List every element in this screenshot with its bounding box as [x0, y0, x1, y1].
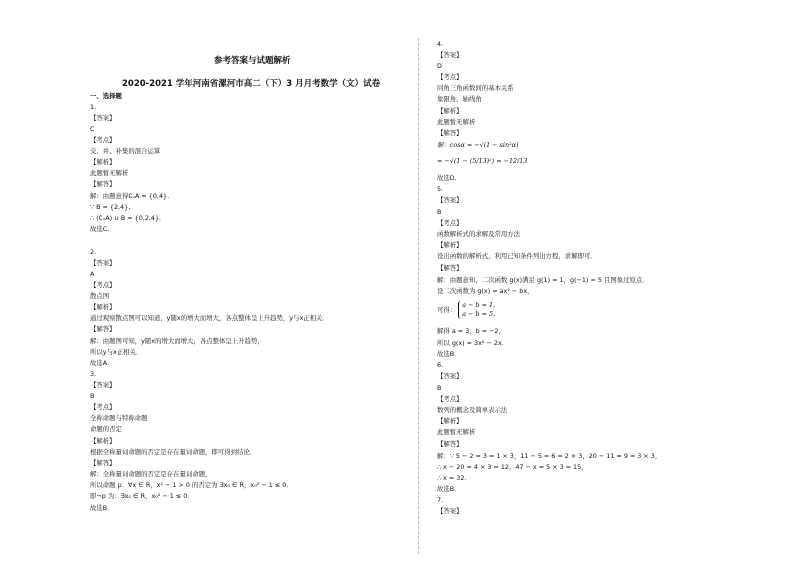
- q3-solution-line: 即¬p 为：∃x₀ ∈ R，x₀² − 1 ≤ 0．: [90, 492, 194, 500]
- q1-solution-line: ∵ B = {2,4},: [90, 203, 131, 211]
- q1-solution-heading: 【解答】: [90, 180, 116, 188]
- q5-solution-heading: 【解答】: [437, 264, 463, 272]
- q2-analysis-heading: 【解析】: [90, 303, 116, 311]
- q5-analysis-heading: 【解析】: [437, 241, 463, 249]
- q3-number: 3.: [90, 370, 97, 378]
- q2-solution-heading: 【解答】: [90, 325, 116, 333]
- q3-solution-line: 解：全称量词命题的否定是存在量词命题，: [90, 470, 212, 478]
- q4-solution-line: = −√(1 − (5/13)²) = −12/13: [437, 157, 528, 165]
- q5-analysis: 设出函数的解析式，利用已知条件列出方程，求解即可．: [437, 252, 597, 260]
- q6-kp-heading: 【考点】: [437, 395, 463, 403]
- q3-solution-line: 所以命题 p：∀x ∈ R，x² − 1 > 0 的否定为 ∃x₀ ∈ R，x₀² − 1 ≤ 0．: [90, 481, 293, 489]
- q4-solution-line: 故选D.: [437, 174, 457, 182]
- q4-kp: 同角三角函数间的基本关系: [437, 84, 514, 92]
- section-heading: 一、选择题: [90, 92, 122, 100]
- q1-solution-line: ∴ (∁ᵤA) ∪ B = {0,2,4}.: [90, 214, 162, 222]
- q7-number: 7.: [437, 496, 444, 504]
- q4-kp-heading: 【考点】: [437, 73, 463, 81]
- q6-number: 6.: [437, 361, 444, 369]
- q5-solution-line: 解：由题意知，二次函数 g(x)满足 g(1) = 1，g(−1) = 5 且图象过原点．: [437, 276, 649, 284]
- q4-answer-heading: 【答案】: [437, 51, 463, 59]
- q3-solution-line: 故选B．: [90, 504, 114, 512]
- q5-solution-line: 故选B．: [437, 350, 461, 358]
- column-divider: [418, 38, 419, 554]
- q1-analysis: 此题暂无解析: [90, 169, 129, 177]
- q5-answer: B: [437, 208, 442, 216]
- q5-kp-heading: 【考点】: [437, 219, 463, 227]
- q3-solution-heading: 【解答】: [90, 459, 116, 467]
- q6-answer-heading: 【答案】: [437, 372, 463, 380]
- q3-answer-heading: 【答案】: [90, 381, 116, 389]
- q1-kp: 交、并、补集的混合运算: [90, 147, 161, 155]
- q2-kp: 散点图: [90, 292, 110, 300]
- q1-answer: C: [90, 125, 95, 133]
- q6-kp: 数列的概念及简单表示法: [437, 406, 508, 414]
- q6-analysis: 此题暂无解析: [437, 428, 476, 436]
- q7-answer-heading: 【答案】: [437, 507, 463, 515]
- q6-solution-line: ∴ x − 20 = 4 × 3 = 12，47 − x = 5 × 3 = 15，: [437, 463, 588, 471]
- q3-kp-heading: 【考点】: [90, 403, 116, 411]
- q5-solution-line: 所以 g(x) = 3x² − 2x．: [437, 339, 509, 347]
- q3-answer: B: [90, 392, 95, 400]
- q6-analysis-heading: 【解析】: [437, 417, 463, 425]
- q1-number: 1.: [90, 103, 97, 111]
- q4-answer: D: [437, 62, 442, 70]
- q5-answer-heading: 【答案】: [437, 196, 463, 204]
- q3-kp: 命题的否定: [90, 425, 122, 433]
- q6-solution-line: ∴ x = 32.: [437, 474, 467, 482]
- q5-system-brace: [458, 301, 499, 319]
- q3-analysis: 根据全称量词命题的否定是存在量词命题，即可得到结论．: [90, 448, 257, 456]
- q2-solution-line: 解：由题图可知，y随x的增大而增大，各点整体呈上升趋势，: [90, 337, 264, 345]
- q5-solution-line: 设二次函数为 g(x) = ax² − bx，: [437, 287, 534, 295]
- q2-kp-heading: 【考点】: [90, 281, 116, 289]
- q5-kp: 函数解析式的求解及常用方法: [437, 230, 521, 238]
- q5-system-eq: a − b = 5，: [462, 310, 500, 318]
- q1-solution-line: 故选C.: [90, 225, 110, 233]
- q2-number: 2.: [90, 248, 97, 256]
- q4-solution-heading: 【解答】: [437, 129, 463, 137]
- q6-solution-line: 故选B．: [437, 485, 461, 493]
- q5-number: 5.: [437, 185, 444, 193]
- q3-analysis-heading: 【解析】: [90, 437, 116, 445]
- q5-solution-line: 解得 a = 3，b = −2，: [437, 327, 505, 335]
- q4-number: 4.: [437, 40, 444, 48]
- q1-kp-heading: 【考点】: [90, 136, 116, 144]
- q6-answer: B: [437, 384, 442, 392]
- q5-system-eq: a − b = 1，: [462, 301, 500, 309]
- q3-kp: 全称命题与特称命题: [90, 414, 148, 422]
- page-subtitle: 2020-2021 学年河南省漯河市高二（下）3 月月考数学（文）试卷: [122, 79, 381, 89]
- q1-analysis-heading: 【解析】: [90, 158, 116, 166]
- q5-system: [437, 301, 499, 319]
- q6-solution-line: 解：∵ 5 − 2 = 3 = 1 × 3，11 − 5 = 6 = 2 × 3，20 − 11 = 9 = 3 × 3，: [437, 452, 662, 460]
- q2-answer: A: [90, 270, 95, 278]
- q4-analysis-heading: 【解析】: [437, 107, 463, 115]
- q5-system-label: 可得：: [437, 306, 457, 314]
- q2-answer-heading: 【答案】: [90, 259, 116, 267]
- q2-solution-line: 所以y与x正相关．: [90, 348, 143, 356]
- page-title: 参考答案与试题解析: [214, 56, 291, 66]
- q2-solution-line: 故选A．: [90, 359, 114, 367]
- q1-answer-heading: 【答案】: [90, 114, 116, 122]
- q4-solution-line: 解：cosα = −√(1 − sin²α): [437, 141, 519, 149]
- q4-analysis: 此题暂无解析: [437, 118, 476, 126]
- q6-solution-heading: 【解答】: [437, 440, 463, 448]
- q4-kp: 象限角、轴线角: [437, 95, 482, 103]
- q2-analysis: 通过观察散点图可以知道，y随x的增大而增大，各点整体呈上升趋势，y与x正相关．: [90, 314, 329, 322]
- q1-solution-line: 解：由题意得∁ᵤA = {0,4}.: [90, 192, 170, 200]
